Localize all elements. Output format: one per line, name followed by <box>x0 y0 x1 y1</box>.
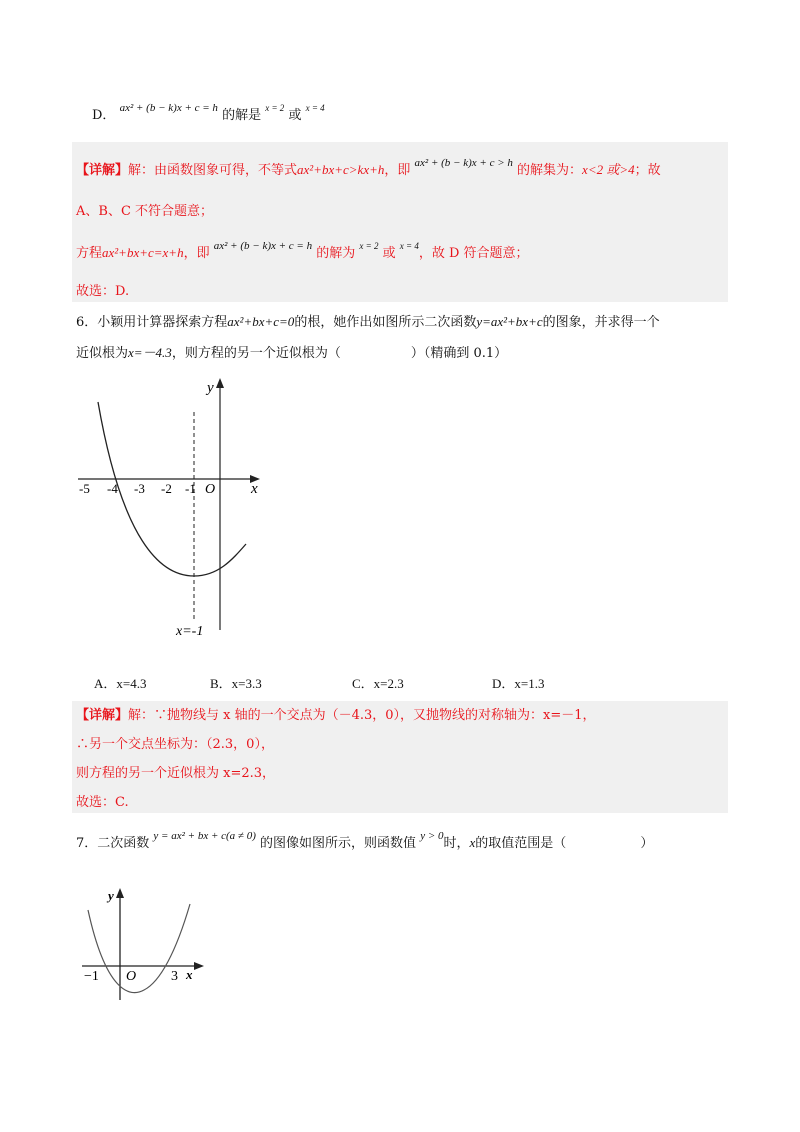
equation-transformed: ax² + (b − k)x + c = h <box>213 240 313 252</box>
tick-label: -3 <box>134 481 145 496</box>
q5-detail-line-2: A、B、C 不符合题意； <box>76 204 214 219</box>
tick-label: -5 <box>79 481 90 496</box>
y-axis-arrow-icon <box>116 888 124 898</box>
q6-parabola-graph <box>70 372 270 642</box>
q7-parabola-graph <box>78 882 210 1006</box>
text: 的解集为： <box>517 163 583 178</box>
q6-stem-line-2 <box>76 343 507 364</box>
solution-set: x<2 或>4 <box>582 162 635 177</box>
inequality: ax²+bx+c>kx+h <box>297 162 385 177</box>
text: ，则方程的另一个近似根为（ <box>171 346 341 361</box>
q5-detail-line-1 <box>76 157 661 181</box>
equation: ax²+bx+c=x+h <box>102 245 184 260</box>
q6-option-b: B．x=3.3 <box>210 676 262 691</box>
text: ，即 <box>384 163 411 178</box>
q5-detail-line-3 <box>76 240 529 264</box>
q6-detail-line-2: ∴另一个交点坐标为：（2.3，0）， <box>76 737 274 752</box>
text: 解：由函数图象可得，不等式 <box>128 163 298 178</box>
text: 时， <box>443 836 470 851</box>
symmetry-line-label: x=-1 <box>176 624 204 639</box>
root-2: x = 4 <box>305 103 325 113</box>
text: 的图象，并求得一个 <box>542 315 660 330</box>
q6-option-a: A．x=4.3 <box>94 676 147 691</box>
detail-tag: 【详解】 <box>76 163 129 178</box>
detail-tag: 【详解】 <box>76 708 129 723</box>
text: 近似根为 <box>76 346 129 361</box>
text: 6．小颖用计算器探索方程 <box>76 315 228 330</box>
y-label: y <box>207 380 214 396</box>
text: 的取值范围是（ <box>475 836 567 851</box>
option-d-equation: ax² + (b − k)x + c = h <box>119 102 218 114</box>
text: 或 <box>382 246 396 261</box>
parabola-curve <box>98 402 246 576</box>
x-label: x <box>251 481 258 497</box>
text: 或 <box>288 108 302 123</box>
right-root-label: 3 <box>171 969 178 984</box>
equation: ax²+bx+c=0 <box>227 314 295 329</box>
q6-option-c: C．x=2.3 <box>352 676 404 691</box>
q6-detail-line-3: 则方程的另一个近似根为 x=2.3， <box>76 766 276 781</box>
q6-stem-line-1 <box>76 312 660 333</box>
root-1: x = 2 <box>265 103 285 113</box>
text: ，即 <box>183 246 210 261</box>
text: 的解为 <box>316 246 356 261</box>
q5-option-d <box>92 102 325 126</box>
function-equation: y = ax² + bx + c(a ≠ 0) <box>153 830 256 842</box>
text: ；故 <box>634 163 661 178</box>
root-2: x = 4 <box>399 241 419 251</box>
q6-option-d: D．x=1.3 <box>492 676 545 691</box>
x-axis-arrow-icon <box>194 962 204 970</box>
option-label: D． <box>92 108 116 123</box>
y-label: y <box>108 888 114 903</box>
tick-label: -4 <box>107 481 118 496</box>
function: y=ax²+bx+c <box>476 314 543 329</box>
x-label: x <box>186 967 193 982</box>
q6-detail-line-1 <box>76 706 596 726</box>
origin-label: O <box>205 482 216 497</box>
text: ） <box>640 836 654 851</box>
q6-detail-line-4: 故选：C. <box>76 795 129 810</box>
root: x=－4.3 <box>128 345 172 360</box>
y-axis-arrow-icon <box>216 378 224 388</box>
text: ，故 D 符合题意； <box>418 246 529 261</box>
origin-label: O <box>126 969 137 984</box>
variable: x <box>469 835 476 850</box>
text: 7．二次函数 <box>76 836 150 851</box>
text: 的解是 <box>222 108 262 123</box>
inequality-equation: ax² + (b − k)x + c > h <box>414 157 513 169</box>
q5-detail-line-4: 故选：D. <box>76 284 130 299</box>
root-1: x = 2 <box>359 241 379 251</box>
text: 的图像如图所示，则函数值 <box>260 836 417 851</box>
text: 解：∵抛物线与 x 轴的一个交点为（－4.3，0），又抛物线的对称轴为：x=－1， <box>128 708 596 723</box>
text: ）（精确到 0.1） <box>410 346 508 361</box>
text: 方程 <box>76 246 103 261</box>
tick-label: -2 <box>161 481 172 496</box>
tick-label: -1 <box>185 481 196 496</box>
left-root-label: −1 <box>84 969 99 984</box>
condition: y > 0 <box>420 830 444 842</box>
q7-stem <box>76 830 654 854</box>
text: 的根，她作出如图所示二次函数 <box>294 315 477 330</box>
